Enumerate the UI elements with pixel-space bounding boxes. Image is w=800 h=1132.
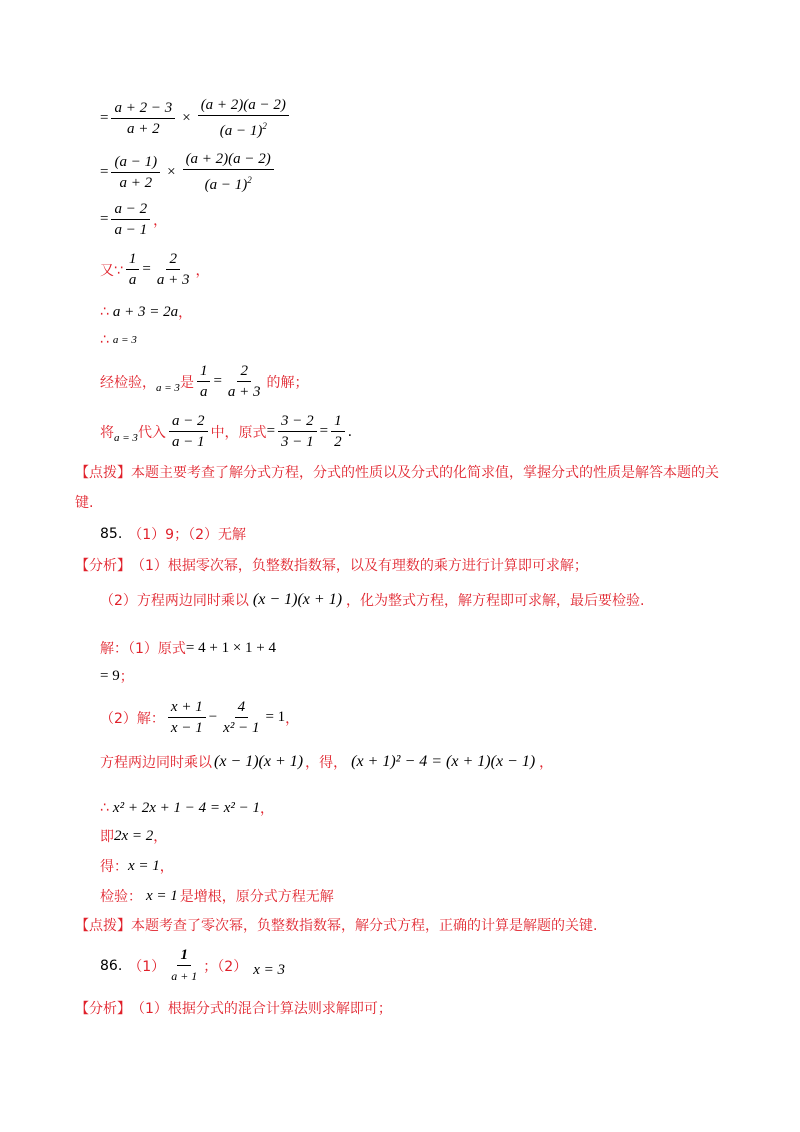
therefore-symbol: ∴ xyxy=(100,332,109,348)
denominator: a xyxy=(128,272,137,288)
times-sign: × xyxy=(167,163,176,180)
numerator: (a + 2)(a − 2) xyxy=(183,150,274,170)
text-segment: 代入 xyxy=(137,424,166,441)
denominator: x² − 1 xyxy=(223,720,260,736)
text-segment: 是增根，原分式方程无解 xyxy=(179,889,334,905)
fraction xyxy=(111,99,175,138)
denominator: a − 1 xyxy=(114,222,148,238)
fraction xyxy=(225,362,264,401)
math-expression: a = 3 xyxy=(156,381,180,394)
part-label: ；（2） xyxy=(203,958,248,975)
analysis-text: （1）根据零次幂，负整数指数幂，以及有理数的乘方进行计算即可求解； xyxy=(131,558,588,574)
step-line-7 xyxy=(100,362,309,401)
times-sign: × xyxy=(182,109,191,126)
step-line-5 xyxy=(100,302,192,322)
answer-text: （1）9；（2）无解 xyxy=(128,527,246,543)
solution-step-1 xyxy=(100,638,276,658)
analysis-85-part2 xyxy=(100,590,644,610)
eq-sign: = xyxy=(213,373,222,389)
numerator: a − 2 xyxy=(169,412,208,432)
fraction xyxy=(220,698,262,737)
eq-sign: = xyxy=(266,423,276,439)
math-expression: a = 3 xyxy=(112,334,137,346)
step-line-1 xyxy=(100,96,292,140)
text-segment: （2）方程两边同时乘以 xyxy=(100,593,249,609)
therefore-symbol: ∴ xyxy=(100,800,109,816)
analysis-86 xyxy=(75,998,392,1018)
solution-step-3 xyxy=(100,698,299,737)
denominator: 3 − 1 xyxy=(281,434,314,450)
fraction xyxy=(168,946,200,985)
text-segment: 是 xyxy=(179,374,194,391)
numerator: 1 xyxy=(197,362,211,382)
analysis-tag: 【分析】 xyxy=(75,558,131,574)
text-segment: ，得， xyxy=(305,755,348,771)
denominator: x − 1 xyxy=(170,720,203,736)
text-segment: 得： xyxy=(100,859,128,875)
numerator: a + 2 − 3 xyxy=(111,99,175,119)
eq-sign: = xyxy=(100,109,109,126)
math-expression: x = 3 xyxy=(253,962,285,978)
text-segment: 将 xyxy=(100,424,114,441)
note-paragraph-1 xyxy=(75,458,725,518)
fraction xyxy=(111,153,160,192)
numerator: 4 xyxy=(235,698,249,718)
text-segment: 解：（1）原式 xyxy=(100,641,186,657)
question-86-answer xyxy=(100,946,285,985)
numerator: (a − 1) xyxy=(111,153,160,173)
punctuation: ， xyxy=(195,262,210,279)
denominator: a + 2 xyxy=(127,120,160,137)
eq-sign: = xyxy=(100,163,109,180)
solution-step-7 xyxy=(100,856,174,876)
solution-step-2 xyxy=(100,666,134,686)
numerator: a − 2 xyxy=(111,200,150,220)
solution-step-6 xyxy=(100,826,167,846)
denominator-base: (a − 1) xyxy=(219,123,263,139)
fraction xyxy=(169,412,208,451)
fraction xyxy=(331,412,345,451)
denominator: a + 3 xyxy=(227,384,261,400)
because-label: 又∵ xyxy=(100,262,123,279)
math-expression: (x − 1)(x + 1) xyxy=(252,591,343,608)
fraction xyxy=(278,412,317,451)
note-text: 本题考查了零次幂，负整数指数幂，解分式方程，正确的计算是解题的关键. xyxy=(131,918,598,934)
punctuation: ， xyxy=(285,710,300,727)
math-expression: x = 1 xyxy=(128,857,160,874)
question-number: 86. xyxy=(100,957,123,974)
step-line-4 xyxy=(100,250,210,289)
solution-step-4 xyxy=(100,752,553,772)
check-label: 检验： xyxy=(100,889,142,905)
note-tag: 【点拨】 xyxy=(75,918,131,934)
fraction xyxy=(168,698,206,737)
fraction xyxy=(198,96,289,140)
math-expression: a + 3 = 2a xyxy=(112,303,179,320)
step-line-3 xyxy=(100,200,167,239)
fraction xyxy=(183,150,274,194)
denominator: a xyxy=(199,384,208,400)
exponent: 2 xyxy=(262,121,267,131)
numerator: (a + 2)(a − 2) xyxy=(198,96,289,116)
numerator: 2 xyxy=(237,362,251,382)
question-85-answer xyxy=(100,524,246,544)
text-segment: 中，原式 xyxy=(210,424,267,441)
math-expression: = 4 + 1 × 1 + 4 xyxy=(185,639,277,656)
math-expression: x = 1 xyxy=(146,887,178,904)
text-segment: （2）解： xyxy=(100,710,165,727)
step-line-2 xyxy=(100,150,277,194)
exponent: 2 xyxy=(247,175,252,185)
math-expression: 2x = 2 xyxy=(114,827,154,844)
eq-sign: = xyxy=(100,211,109,227)
step-line-8 xyxy=(100,412,352,451)
punctuation: ， xyxy=(539,755,554,771)
analysis-text: （1）根据分式的混合计算法则求解即可； xyxy=(131,1001,392,1017)
check-label: 经检验， xyxy=(100,374,156,391)
math-expression: (x + 1)² − 4 = (x + 1)(x − 1) xyxy=(351,753,536,770)
note-text: 本题主要考查了解分式方程，分式的性质以及分式的化简求值，掌握分式的性质是解答本题的关键. xyxy=(75,465,719,511)
note-paragraph-2 xyxy=(75,915,597,935)
analysis-tag: 【分析】 xyxy=(75,1001,131,1017)
denominator: a − 1 xyxy=(171,434,205,450)
numerator: 2 xyxy=(166,250,180,270)
solution-check xyxy=(100,886,334,906)
text-segment: 的解； xyxy=(266,374,309,391)
denominator xyxy=(217,116,270,140)
math-expression: = 1 xyxy=(265,709,286,725)
numerator: 3 − 2 xyxy=(278,412,317,432)
punctuation: ， xyxy=(159,859,174,875)
numerator: 1 xyxy=(331,412,345,432)
punctuation: ， xyxy=(178,305,193,321)
minus-sign: − xyxy=(208,709,218,725)
punctuation: ； xyxy=(119,669,134,685)
punctuation: . xyxy=(347,423,353,440)
math-expression: a = 3 xyxy=(114,431,138,444)
question-number: 85. xyxy=(100,526,123,542)
part-label: （1） xyxy=(128,958,166,975)
fraction xyxy=(111,200,150,239)
fraction xyxy=(154,250,193,289)
eq-sign: = xyxy=(319,423,329,439)
numerator: 1 xyxy=(126,250,140,270)
denominator-base: (a − 1) xyxy=(204,177,248,193)
note-tag: 【点拨】 xyxy=(75,465,131,481)
numerator: 1 xyxy=(177,946,191,966)
text-segment: 即 xyxy=(100,829,114,845)
denominator: 2 xyxy=(334,434,342,450)
text-segment: ，化为整式方程，解方程即可求解，最后要检验. xyxy=(346,593,645,609)
denominator: a + 3 xyxy=(156,272,190,288)
denominator: a + 2 xyxy=(119,174,153,191)
analysis-85 xyxy=(75,555,588,575)
denominator: a + 1 xyxy=(171,969,198,983)
math-expression: = 9 xyxy=(100,667,120,684)
math-expression: x² + 2x + 1 − 4 = x² − 1 xyxy=(112,799,260,816)
numerator: x + 1 xyxy=(168,698,206,718)
fraction xyxy=(197,362,211,401)
fraction xyxy=(126,250,140,289)
punctuation: ， xyxy=(153,829,168,845)
text-segment: 方程两边同时乘以 xyxy=(100,755,212,771)
punctuation: ， xyxy=(153,212,168,229)
step-line-6 xyxy=(100,332,137,348)
denominator xyxy=(202,170,255,194)
math-expression: (x − 1)(x + 1) xyxy=(214,753,304,770)
punctuation: ， xyxy=(260,801,274,817)
eq-sign: = xyxy=(142,261,151,277)
therefore-symbol: ∴ xyxy=(100,304,109,320)
solution-step-5 xyxy=(100,798,274,818)
